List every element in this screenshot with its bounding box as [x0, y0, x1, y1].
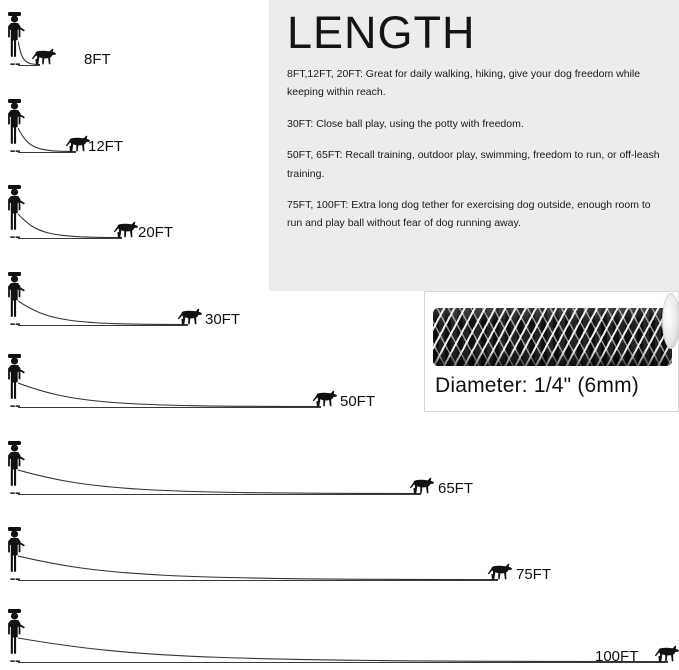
- info-paragraph-3: 50FT, 65FT: Recall training, outdoor play, swimming, freedom to run, or off-leash training.: [287, 149, 660, 180]
- rope-shadow: [433, 350, 672, 366]
- page-title: LENGTH: [287, 7, 476, 58]
- length-label: 12FT: [88, 138, 124, 155]
- rope-end-cap: [662, 293, 679, 349]
- rope-diameter-label: Diameter: 1/4" (6mm): [435, 374, 639, 397]
- dog-silhouette: [486, 560, 516, 582]
- leash-line: [18, 381, 321, 408]
- length-label: 75FT: [516, 566, 552, 583]
- leash-line: [18, 554, 498, 581]
- leash-line: [18, 212, 122, 239]
- leash-ground-segment: [18, 407, 321, 408]
- length-info-panel: [269, 0, 679, 291]
- length-label: 65FT: [438, 480, 474, 497]
- rope-highlight: [433, 308, 672, 322]
- length-label: 8FT: [84, 51, 111, 68]
- dog-silhouette: [653, 642, 679, 664]
- dog-silhouette: [311, 387, 341, 409]
- dog-silhouette: [30, 45, 60, 67]
- info-paragraph-1: 8FT,12FT, 20FT: Great for daily walking, hiking, give your dog freedom while keeping within reach.: [287, 68, 641, 99]
- leash-ground-segment: [18, 662, 668, 663]
- leash-line: [18, 636, 668, 663]
- dog-silhouette: [408, 474, 438, 496]
- leash-line: [18, 468, 421, 495]
- dog-silhouette: [176, 305, 206, 327]
- rope-image: [433, 308, 672, 366]
- leash-ground-segment: [18, 325, 188, 326]
- length-label: 20FT: [138, 224, 174, 241]
- info-paragraph-2: 30FT: Close ball play, using the potty with freedom.: [287, 117, 524, 130]
- info-paragraph-4: 75FT, 100FT: Extra long dog tether for exercising dog outside, enough room to run and play ball without fear of dog running away.: [287, 198, 651, 230]
- length-label: 30FT: [205, 311, 241, 328]
- leash-ground-segment: [18, 238, 122, 239]
- rope-diameter-callout: [424, 291, 679, 412]
- leash-ground-segment: [18, 494, 421, 495]
- leash-line: [18, 299, 188, 326]
- leash-ground-segment: [18, 580, 498, 581]
- length-label: 50FT: [340, 393, 376, 410]
- length-label: 100FT: [595, 648, 639, 665]
